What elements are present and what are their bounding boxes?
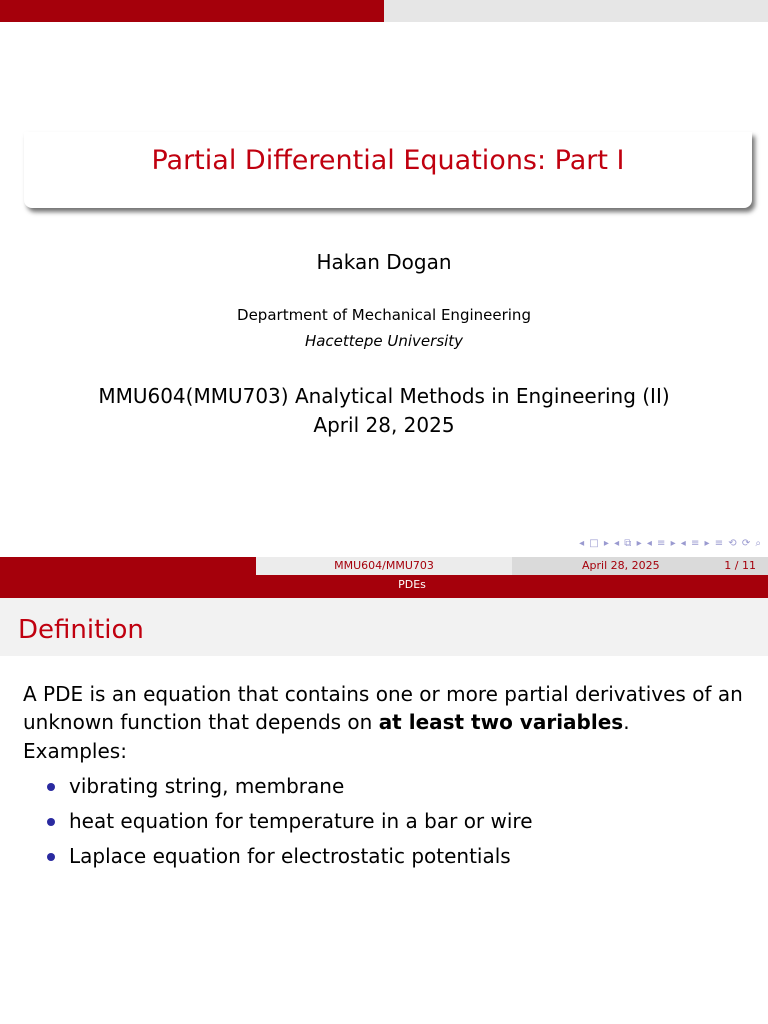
list-item-text: vibrating string, membrane: [69, 774, 345, 798]
section-label[interactable]: PDEs: [398, 578, 426, 591]
list-item-text: heat equation for temperature in a bar or wire: [69, 809, 533, 833]
footline-left: [0, 557, 256, 575]
list-item: [46, 807, 533, 842]
header-bar-red: [0, 0, 384, 22]
section-navigation-bar: [0, 575, 768, 598]
footline-course: MMU604/MMU703: [256, 557, 512, 575]
course-name: MMU604(MMU703) Analytical Methods in Engineering (II): [98, 384, 670, 408]
header-bar: [0, 0, 768, 22]
bullet-icon: [47, 818, 55, 826]
slide-title: Partial Differential Equations: Part I: [151, 145, 625, 176]
university: Hacettepe University: [304, 332, 464, 350]
presentation-date: April 28, 2025: [313, 413, 455, 437]
definition-bold: at least two variables: [378, 710, 624, 734]
footline-date: April 28, 2025: [582, 559, 660, 572]
list-item: [46, 772, 533, 807]
definition-text-end: .: [623, 710, 630, 734]
page-number: 1 / 11: [724, 559, 756, 572]
author-name: Hakan Dogan: [316, 250, 452, 274]
list-item: [46, 842, 533, 877]
section-nav-left: [0, 575, 384, 598]
footline-right: [512, 557, 768, 575]
definition-text: [23, 680, 753, 736]
department: Department of Mechanical Engineering: [237, 306, 531, 324]
frame-title: Definition: [18, 615, 144, 645]
footline: [0, 557, 768, 575]
title-box: [24, 132, 752, 208]
header-bar-grey: [384, 0, 768, 22]
bullet-icon: [47, 783, 55, 791]
bullet-icon: [47, 853, 55, 861]
navigation-symbols-icon[interactable]: ◂ □ ▸ ◂ ⧉ ▸ ◂ ≡ ▸ ◂ ≡ ▸ ≡ ⟲ ⟳ ⌕: [579, 538, 762, 549]
examples-label: Examples:: [23, 739, 127, 763]
section-nav-right: [384, 575, 768, 598]
definition-text-start: A PDE is an equation that contains one or more partial derivatives of an unknown function that depends on: [23, 682, 743, 734]
examples-list: [46, 772, 533, 877]
list-item-text: Laplace equation for electrostatic potentials: [69, 844, 511, 868]
